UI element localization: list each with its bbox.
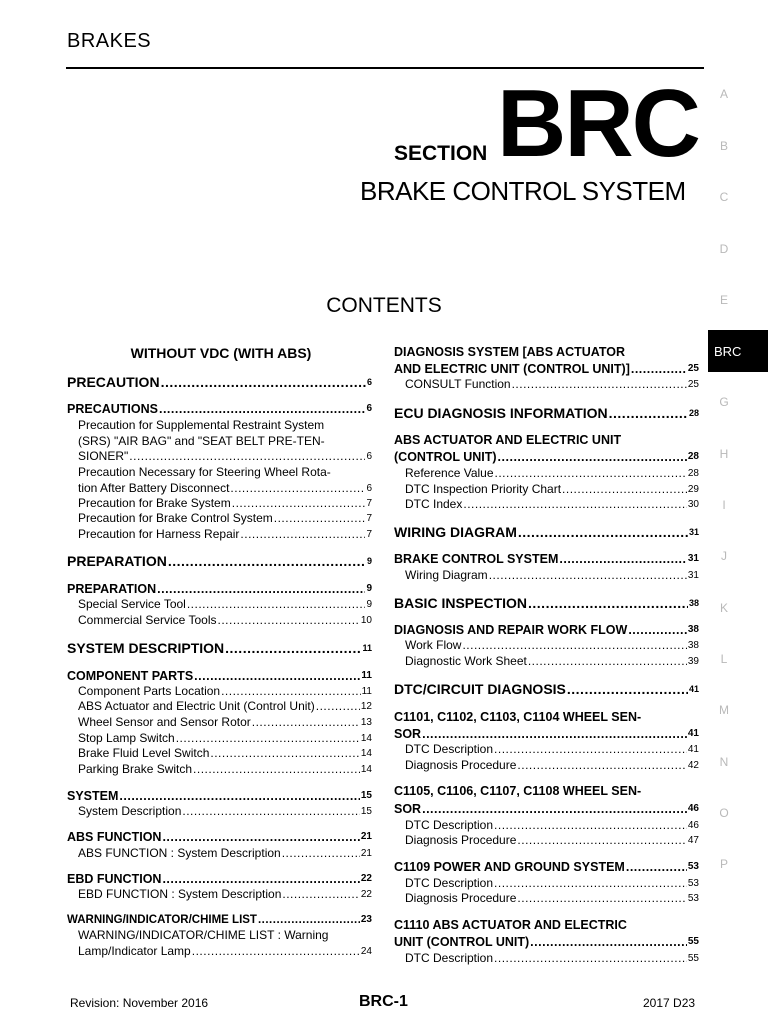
toc-page: 25 [687,379,699,390]
toc-label: EBD FUNCTION [67,872,162,886]
toc-label: C1109 POWER AND GROUND SYSTEM [394,860,625,874]
toc-page: 6 [366,483,372,494]
toc-entry[interactable] [394,449,699,465]
toc-page: 14 [360,764,372,775]
toc-label: SYSTEM [67,789,119,803]
toc-entry[interactable] [394,361,699,377]
toc-label: Precaution for Supplemental Restraint System [78,418,325,432]
toc-label: Parking Brake Switch [78,762,193,776]
toc-page: 41 [687,744,699,755]
toc-page: 28 [688,408,699,418]
toc-entry[interactable] [394,726,699,742]
toc-page: 42 [687,760,699,771]
toc-label: WARNING/INDICATOR/CHIME LIST [67,914,257,926]
toc-entry[interactable] [394,594,699,612]
toc-entry[interactable] [78,496,372,511]
toc-label: PREPARATION [67,553,167,569]
side-tab-brc-label: BRC [714,344,742,359]
toc-label: CONSULT Function [405,377,511,391]
toc-page: 41 [687,728,699,739]
toc-page: 21 [360,831,372,842]
toc-label: SYSTEM DESCRIPTION [67,640,225,656]
toc-page: 9 [366,556,372,566]
toc-entry[interactable] [78,804,372,819]
toc-page: 41 [688,684,699,694]
toc-page: 13 [360,717,372,728]
toc-label: SIONER" [78,449,129,463]
toc-page: 11 [362,643,372,653]
toc-page: 7 [366,513,372,524]
toc-page: 55 [687,936,699,947]
side-tab-g[interactable]: G [719,395,729,409]
toc-entry[interactable] [78,944,372,959]
toc-page: 11 [361,670,372,681]
toc-page: 6 [366,451,372,462]
toc-entry[interactable] [405,466,699,481]
toc-page: 39 [687,656,699,667]
toc-entry[interactable] [394,523,699,541]
toc-label: Brake Fluid Level Switch [78,746,210,760]
toc-page: 22 [360,889,372,900]
toc-label: Diagnosis Procedure [405,758,517,772]
toc-entry[interactable] [78,449,372,464]
toc-page: 31 [688,527,699,537]
toc-entry[interactable] [78,684,372,699]
toc-label: SOR [394,727,422,741]
toc-page: 38 [687,624,699,635]
toc-label: Precaution for Brake System [78,496,231,510]
toc-entry[interactable] [405,654,699,669]
toc-entry[interactable] [78,715,372,730]
contents-subtitle: WITHOUT VDC (WITH ABS) [130,345,312,361]
toc-entry[interactable] [67,788,372,804]
toc-entry[interactable] [67,871,372,887]
toc-label: Wiring Diagram [405,568,488,582]
toc-entry[interactable] [78,511,372,526]
toc-entry[interactable] [394,680,699,698]
contents-title: CONTENTS [326,294,442,317]
toc-page: 21 [360,848,372,859]
toc-entry[interactable] [78,731,372,746]
toc-page: 53 [687,878,699,889]
toc-page: 22 [360,873,372,884]
toc-page: 15 [360,790,372,801]
toc-label: (SRS) "AIR BAG" and "SEAT BELT PRE-TEN- [78,434,325,448]
toc-page: 31 [687,570,699,581]
toc-label: ABS ACTUATOR AND ELECTRIC UNIT [394,433,622,447]
toc-page: 25 [687,363,699,374]
toc-label: Special Service Tool [78,597,186,611]
toc-page: 11 [361,686,372,697]
toc-entry[interactable] [405,876,699,891]
toc-entry[interactable] [405,497,699,512]
toc-entry[interactable] [78,597,372,612]
side-tab-o[interactable]: O [719,806,729,820]
toc-label: ECU DIAGNOSIS INFORMATION [394,405,608,421]
toc-page: 9 [366,599,372,610]
toc-label: DTC Description [405,876,494,890]
toc-entry[interactable] [405,833,699,848]
toc-label: ABS FUNCTION [67,830,162,844]
toc-page: 47 [687,835,699,846]
side-tab-p[interactable]: P [719,857,728,871]
toc-entry[interactable] [394,622,699,638]
toc-entry[interactable] [394,934,699,950]
side-tab-i[interactable]: I [722,498,726,512]
section-code: BRC [497,70,699,177]
toc-label: C1110 ABS ACTUATOR AND ELECTRIC [394,918,627,932]
toc-page: 7 [366,529,372,540]
toc-entry[interactable] [67,668,372,684]
toc-label: ABS FUNCTION : System Description [78,846,281,860]
toc-entry[interactable] [67,552,372,570]
toc-label: UNIT (CONTROL UNIT) [394,935,530,949]
toc-label: Precaution for Harness Repair [78,527,240,541]
toc-label: BASIC INSPECTION [394,595,528,611]
toc-page: 46 [687,803,699,814]
toc-label: System Description [78,804,182,818]
toc-label: Diagnosis Procedure [405,833,517,847]
toc-page: 14 [360,733,372,744]
toc-entry[interactable] [78,527,372,542]
toc-label: ABS Actuator and Electric Unit (Control Unit) [78,699,315,713]
side-tab-b[interactable]: B [719,139,728,153]
footer-model: 2017 D23 [643,996,696,1010]
side-tab-j[interactable]: J [721,549,727,563]
toc-entry[interactable] [67,581,372,597]
toc-entry[interactable] [405,638,699,653]
toc-page: 6 [366,403,372,414]
side-tab-c[interactable]: C [719,190,729,204]
toc-label: Work Flow [405,638,462,652]
toc-page: 38 [688,598,699,608]
toc-page: 24 [360,946,372,957]
toc-label: Commercial Service Tools [78,613,217,627]
toc-entry[interactable] [394,801,699,817]
toc-page: 46 [687,820,699,831]
toc-page: 55 [687,953,699,964]
toc-page: 10 [360,615,372,626]
side-tab-e[interactable]: E [719,293,728,307]
footer-page-number: BRC-1 [359,993,408,1010]
toc-page: 28 [687,451,699,462]
side-tab-n[interactable]: N [719,755,729,769]
toc-entry[interactable] [394,859,699,875]
side-tab-h[interactable]: H [719,447,729,461]
toc-label: DTC Description [405,951,494,965]
toc-label: EBD FUNCTION : System Description [78,887,282,901]
toc-page: 7 [366,498,372,509]
toc-entry[interactable] [78,746,372,761]
toc-label: C1101, C1102, C1103, C1104 WHEEL SEN- [394,710,642,724]
toc-entry[interactable] [405,891,699,906]
toc-entry[interactable] [78,613,372,628]
toc-entry[interactable] [78,481,372,496]
toc-label: BRAKE CONTROL SYSTEM [394,552,559,566]
toc-label: PREPARATION [67,582,157,596]
toc-entry[interactable] [394,551,699,567]
toc-entry[interactable] [405,818,699,833]
toc-label: DIAGNOSIS SYSTEM [ABS ACTUATOR [394,345,626,359]
toc-entry[interactable] [67,912,372,928]
toc-page: 53 [687,893,699,904]
toc-entry[interactable] [405,742,699,757]
toc-label: Wheel Sensor and Sensor Rotor [78,715,251,729]
toc-entry[interactable] [67,639,372,657]
toc-label: WARNING/INDICATOR/CHIME LIST : Warning [78,928,329,942]
footer-revision: Revision: November 2016 [70,996,209,1010]
side-tab-m[interactable]: M [719,703,729,717]
toc-page: 53 [687,861,699,872]
side-tab-l[interactable]: L [720,652,728,666]
toc-label: Reference Value [405,466,494,480]
toc-label: DTC Inspection Priority Chart [405,482,562,496]
toc-page: 6 [366,377,372,387]
toc-page: 12 [360,701,372,712]
toc-label: PRECAUTIONS [67,402,158,416]
toc-label: Diagnostic Work Sheet [405,654,527,668]
toc-label: Precaution for Brake Control System [78,511,273,525]
toc-label: Lamp/Indicator Lamp [78,944,191,958]
toc-page: 14 [360,748,372,759]
toc-entry[interactable] [67,829,372,845]
toc-entry[interactable] [405,758,699,773]
section-label: SECTION [394,142,488,165]
toc-entry[interactable] [67,373,372,391]
toc-label: DTC Index [405,497,463,511]
toc-label: Diagnosis Procedure [405,891,517,905]
toc-label: C1105, C1106, C1107, C1108 WHEEL SEN- [394,784,642,798]
section-name: BRAKE CONTROL SYSTEM [360,176,686,206]
toc-page: 38 [687,640,699,651]
toc-entry[interactable] [78,846,372,861]
side-tab-brc[interactable] [708,330,768,372]
toc-entry[interactable] [405,951,699,966]
toc-page: 30 [687,499,699,510]
toc-label: (CONTROL UNIT) [394,450,497,464]
toc-entry[interactable] [405,377,699,392]
toc-label: COMPONENT PARTS [67,669,194,683]
toc-entry[interactable] [78,887,372,902]
toc-entry[interactable] [78,762,372,777]
toc-page: 31 [687,553,699,564]
toc-label: Stop Lamp Switch [78,731,175,745]
toc-label: Component Parts Location [78,684,221,698]
toc-entry[interactable] [67,401,372,417]
toc-page: 9 [366,583,372,594]
toc-page: 29 [687,484,699,495]
toc-entry[interactable] [405,482,699,497]
header-rule [66,67,704,69]
toc-page: 28 [687,468,699,479]
toc-entry[interactable] [405,568,699,583]
toc-label: WIRING DIAGRAM [394,524,517,540]
toc-label: Precaution Necessary for Steering Wheel Rota- [78,465,331,479]
header-category: BRAKES [67,30,152,52]
toc-page: 15 [360,806,372,817]
toc-label: DTC Description [405,742,494,756]
side-tab-d[interactable]: D [719,242,729,256]
toc-entry[interactable] [78,699,372,714]
toc-label: tion After Battery Disconnect [78,481,230,495]
side-tab-a[interactable]: A [719,87,728,101]
toc-entry[interactable] [394,404,699,422]
toc-label: DTC/CIRCUIT DIAGNOSIS [394,681,566,697]
side-tab-k[interactable]: K [719,601,728,615]
toc-label: DIAGNOSIS AND REPAIR WORK FLOW [394,623,628,637]
toc-label: SOR [394,802,422,816]
toc-label: PRECAUTION [67,374,160,390]
toc-label: AND ELECTRIC UNIT (CONTROL UNIT)] [394,362,630,376]
toc-label: DTC Description [405,818,494,832]
toc-page: 23 [360,914,372,925]
